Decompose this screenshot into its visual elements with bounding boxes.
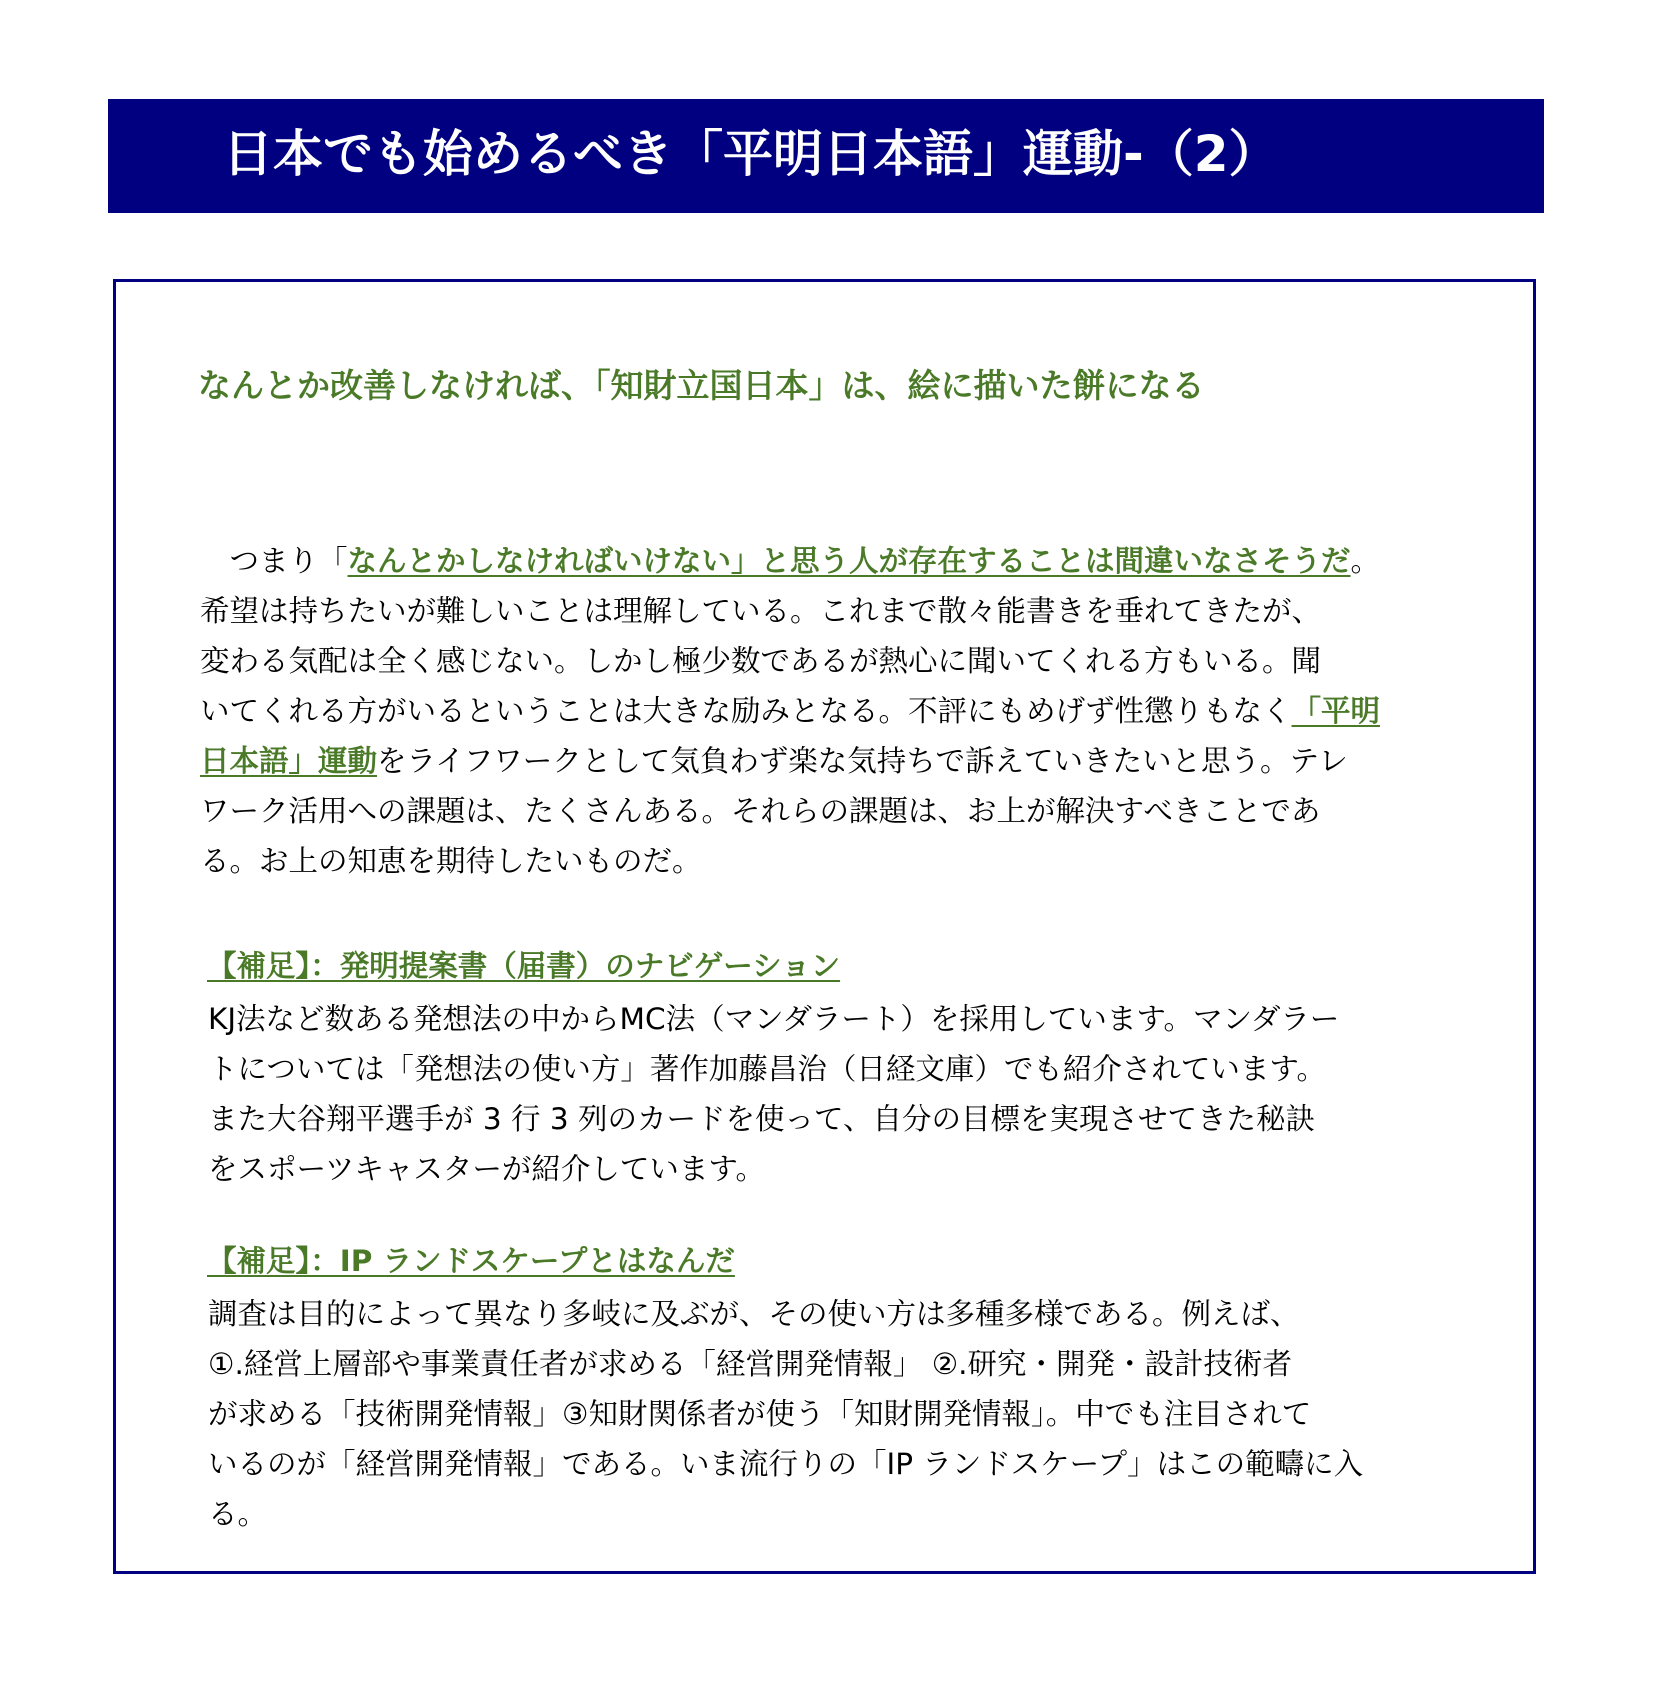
highlighted-phrase: 日本語」運動	[200, 744, 378, 778]
text-span: つまり「	[200, 544, 348, 578]
paragraph-line: が求める「技術開発情報」③知財関係者が使う「知財開発情報」。中でも注目されて	[208, 1397, 1312, 1431]
paragraph-line	[200, 536, 1380, 586]
title-banner	[108, 99, 1544, 213]
article-subtitle: なんとか改善しなければ、「知財立国日本」は、絵に描いた餅になる	[198, 366, 1205, 405]
section-heading-ip-landscape: 【補足】：IP ランドスケープとはなんだ	[207, 1244, 735, 1278]
paragraph-line: をスポーツキャスターが紹介しています。	[208, 1152, 765, 1186]
paragraph-line: トについては「発想法の使い方」著作加藤昌治（日経文庫）でも紹介されています。	[208, 1052, 1327, 1086]
main-paragraph	[200, 536, 1380, 886]
paragraph-line: また大谷翔平選手が 3 行 3 列のカードを使って、自分の目標を実現させてきた秘訣	[208, 1102, 1315, 1136]
section-paragraph-navigation	[208, 994, 1339, 1194]
paragraph-line: KJ法など数ある発想法の中からMC法（マンダラート）を採用しています。マンダラー	[208, 1002, 1340, 1036]
paragraph-line: る。お上の知恵を期待したいものだ。	[200, 844, 702, 878]
paragraph-line: る。	[208, 1497, 268, 1531]
paragraph-line: ①.経営上層部や事業責任者が求める「経営開発情報」 ②.研究・開発・設計技術者	[208, 1347, 1293, 1381]
highlighted-phrase: なんとかしなければいけない」と思う人が存在することは間違いなさそうだ	[347, 544, 1351, 578]
section-paragraph-ip-landscape	[208, 1289, 1363, 1539]
highlighted-phrase: 「平明	[1291, 694, 1381, 728]
content-box	[113, 279, 1536, 1574]
text-span: 。	[1350, 544, 1381, 578]
paragraph-line	[200, 736, 1380, 786]
paragraph-line: いるのが「経営開発情報」である。いま流行りの「IP ランドスケープ」はこの範疇に入	[208, 1447, 1364, 1481]
section-heading-navigation: 【補足】：発明提案書（届書）のナビゲーション	[207, 949, 841, 983]
text-span: いてくれる方がいるということは大きな励みとなる。不評にもめげず性懲りもなく	[200, 694, 1292, 728]
paragraph-line: 調査は目的によって異なり多岐に及ぶが、その使い方は多種多様である。例えば、	[208, 1297, 1300, 1331]
paragraph-line: ワーク活用への課題は、たくさんある。それらの課題は、お上が解決すべきことであ	[200, 794, 1321, 828]
paragraph-line: 変わる気配は全く感じない。しかし極少数であるが熱心に聞いてくれる方もいる。聞	[200, 644, 1322, 678]
text-span: をライフワークとして気負わず楽な気持ちで訴えていきたいと思う。テレ	[377, 744, 1348, 778]
paragraph-line: 希望は持ちたいが難しいことは理解している。これまで散々能書きを垂れてきたが、	[200, 594, 1322, 628]
paragraph-line	[200, 686, 1380, 736]
page-title: 日本でも始めるべき「平明日本語」運動-（2）	[223, 125, 1279, 183]
